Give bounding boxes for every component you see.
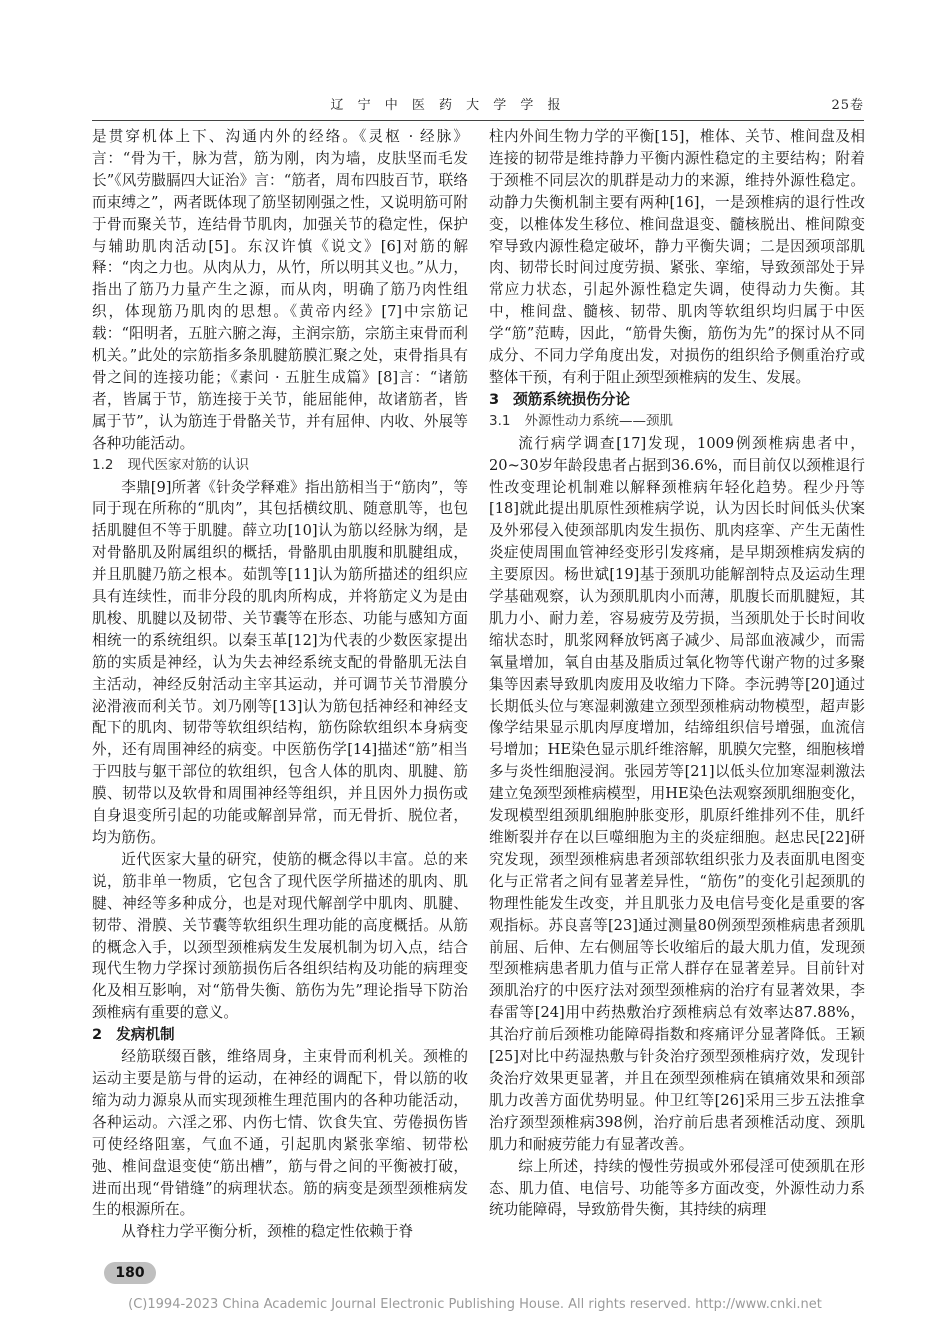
section-number: 2	[92, 1026, 103, 1044]
section-title: 外源性动力系统——颈肌	[524, 412, 673, 429]
volume-label: 25卷	[831, 98, 864, 113]
section-title: 颈筋系统损伤分论	[513, 390, 630, 408]
section-heading-1-2	[92, 455, 468, 477]
section-title: 现代医家对筋的认识	[127, 456, 249, 473]
paragraph: 柱内外间生物力学的平衡[15]，椎体、关节、椎间盘及相连接的韧带是维持静力平衡内源性稳定的主要结构；附着于颈椎不同层次的肌群是动力的来源，维持外源性稳定。动静力失衡机制主要有两种[16]，一是颈椎病的退行性改变，以椎体发生移位、椎间盘退变、髓核脱出、椎间隙变窄导致内源性稳定破坏，静力平衡失调；二是因颈项部肌肉、韧带长时间过度劳损、紧张、挛缩，导致颈部处于异常应力状态，引起外源性稳定失调，使得动力失衡。其中，椎间盘、髓核、韧带、肌肉等软组织均归属于中医学“筋”范畴，因此，“筋骨失衡，筋伤为先”的探讨从不同成分、不同力学角度出发，对损伤的组织给予侧重治疗或整体干预，有利于阻止颈型颈椎病的发生、发展。	[489, 128, 865, 386]
section-number: 3	[489, 390, 500, 408]
paragraph: 从脊柱力学平衡分析，颈椎的稳定性依赖于脊	[121, 1223, 414, 1241]
section-number: 3.1	[489, 412, 511, 429]
running-header	[92, 92, 864, 121]
left-column	[92, 126, 468, 1256]
paragraph: 经筋联缀百骸，维络周身，主束骨而利机关。颈椎的运动主要是筋与骨的运动，在神经的调配下，骨以筋的收缩为动力源泉从而实现颈椎生理范围内的各种功能活动，各种运动。六淫之邪、内伤七情、饮食失宜、劳倦损伤皆可使经络阻塞，气血不通，引起肌肉紧张挛缩、韧带松弛、椎间盘退变使“筋出槽”，筋与骨之间的平衡被打破，进而出现“骨错缝”的病理状态。筋的病变是颈型颈椎病发生的根源所在。	[92, 1048, 468, 1219]
paragraph: 是贯穿机体上下、沟通内外的经络。《灵枢 · 经脉》言：“骨为干，脉为营，筋为刚，肉为墙，皮肤坚而毛发长”《风劳臌膈四大证治》言：“筋者，周布四肢百节，联络而束缚之”，两者既体现了筋坚韧刚强之性，又说明筋可附于骨而聚关节，连结骨节肌肉，加强关节的稳定性，保护与辅助肌肉活动[5]。东汉许慎《说文》[6]对筋的解释：“肉之力也。从肉从力，从竹，所以明其义也。”从力，指出了筋乃力量产生之源，而从肉，明确了筋乃肉性组织，体现筋乃肌肉的思想。《黄帝内经》[7]中宗筋记载：“阳明者，五脏六腑之海，主润宗筋，宗筋主束骨而利机关。”此处的宗筋指多条肌腱筋膜汇聚之处，束骨指具有骨之间的连接功能；《素问 · 五脏生成篇》[8]言：“诸筋者，皆属于节，筋连接于关节，能屈能伸，故诸筋者，皆属于节”，认为筋连于骨骼关节，并有屈伸、内收、外展等各种功能活动。	[92, 128, 468, 452]
section-number: 1.2	[92, 456, 114, 473]
page-number-badge: 180	[104, 1262, 156, 1284]
paragraph: 流行病学调查[17]发现，1009例颈椎病患者中，20~30岁年龄段患者占据到36.6%，而目前仅以颈椎退行性改变理论机制难以解释颈椎病年轻化趋势。程少丹等[18]就此提出肌原性颈椎病学说，认为因长时间低头伏案及外邪侵入使颈部肌肉发生损伤、肌肉痉挛、产生无菌性炎症使周围血管神经变形引发疼痛，是早期颈椎病发病的主要原因。杨世斌[19]基于颈肌功能解剖特点及运动生理学基础观察，认为颈肌肌肉小而薄，肌腹长而肌腱短，其肌力小、耐力差，容易疲劳及劳损，当颈肌处于长时间收缩状态时，肌浆网释放钙离子减少、局部血液减少，而需氧量增加，氧自由基及脂质过氧化物等代谢产物的过多聚集等因素导致肌肉废用及收缩力下降。李沅骋等[20]通过长期低头位与寒湿刺激建立颈型颈椎病动物模型，超声影像学结果显示肌肉厚度增加，结缔组织信号增强，血流信号增加；HE染色显示肌纤维溶解，肌膜欠完整，细胞核增多与炎性细胞浸润。张园芳等[21]以低头位加寒湿刺激法建立兔颈型颈椎病模型，用HE染色法观察颈肌细胞变化，发现模型组颈肌细胞肿胀变形，肌原纤维排列不佳，肌纤维断裂并存在以巨噬细胞为主的炎症细胞。赵忠民[22]研究发现，颈型颈椎病患者颈部软组织张力及表面肌电图变化与正常者之间有显著差异性，“筋伤”的变化引起颈肌的物理性能发生改变，并且肌张力及电信号变化是重要的客观指标。苏良喜等[23]通过测量80例颈型颈椎病患者颈肌前屈、后伸、左右侧屈等长收缩后的最大肌力值，发现颈型颈椎病患者肌力值与正常人群存在显著差异。目前针对颈肌治疗的中医疗法对颈型颈椎病的治疗有显著效果，李春雷等[24]用中药热敷治疗颈椎病总有效率达87.88%，其治疗前后颈椎功能障碍指数和疼痛评分显著降低。王颖[25]对比中药湿热敷与针灸治疗颈型颈椎病疗效，发现针灸治疗效果更显著，并且在颈型颈椎病在镇痛效果和颈部肌力改善方面优势明显。仲卫红等[26]采用三步五法推拿治疗颈型颈椎病398例，治疗前后患者颈椎活动度、颈肌肌力和耐疲劳能力有显著改善。	[489, 434, 865, 1153]
copyright-footer: (C)1994-2023 China Academic Journal Electronic Publishing House. All rights reserved. http://www.cnki.net	[128, 1297, 822, 1312]
section-title: 发病机制	[116, 1026, 175, 1044]
section-heading-3	[489, 389, 865, 411]
journal-title: 辽 宁 中 医 药 大 学 学 报	[330, 98, 566, 113]
section-heading-2	[92, 1024, 468, 1046]
paragraph: 近代医家大量的研究，使筋的概念得以丰富。总的来说，筋非单一物质，它包含了现代医学所描述的肌肉、肌腱、神经等多种成分，也是对现代解剖学中肌肉、肌腱、韧带、滑膜、关节囊等软组织生理功能的高度概括。从筋的概念入手，以颈型颈椎病发生发展机制为切入点，结合现代生物力学探讨颈筋损伤后各组织结构及功能的病理变化及相互影响，对“筋骨失衡、筋伤为先”理论指导下防治颈椎病有重要的意义。	[92, 850, 468, 1022]
section-heading-3-1	[489, 411, 865, 433]
right-column	[489, 126, 865, 1256]
paragraph: 综上所述，持续的慢性劳损或外邪侵淫可使颈肌在形态、肌力值、电信号、功能等多方面改变，外源性动力系统功能障碍，导致筋骨失衡，其持续的病理	[489, 1157, 865, 1219]
paragraph: 李鼎[9]所著《针灸学释难》指出筋相当于“筋肉”，等同于现在所称的“肌肉”，其包括横纹肌、随意肌等，也包括肌腱但不等于肌腱。薛立功[10]认为筋以经脉为纲，是对骨骼肌及附属组织的概括，骨骼肌由肌腹和肌腱组成，并且肌腱乃筋之根本。茹凯等[11]认为筋所描述的组织应具有连续性，而非分段的肌肉所构成，并将筋定义为是由肌梭、肌腱以及韧带、关节囊等在形态、功能与感知方面相统一的系统组织。以秦玉革[12]为代表的少数医家提出筋的实质是神经，认为失去神经系统支配的骨骼肌无法自主活动，神经反射活动主宰其运动，并可调节关节滑膜分泌滑液而利关节。刘乃刚等[13]认为筋包括神经和神经支配下的肌肉、韧带等软组织结构，筋伤除软组织本身病变外，还有周围神经的病变。中医筋伤学[14]描述“筋”相当于四肢与躯干部位的软组织，包含人体的肌肉、肌腱、筋膜、韧带以及软骨和周围神经等组织，并且因外力损伤或自身退变所引起的功能或解剖异常，而无骨折、脱位者，均为筋伤。	[92, 478, 468, 846]
